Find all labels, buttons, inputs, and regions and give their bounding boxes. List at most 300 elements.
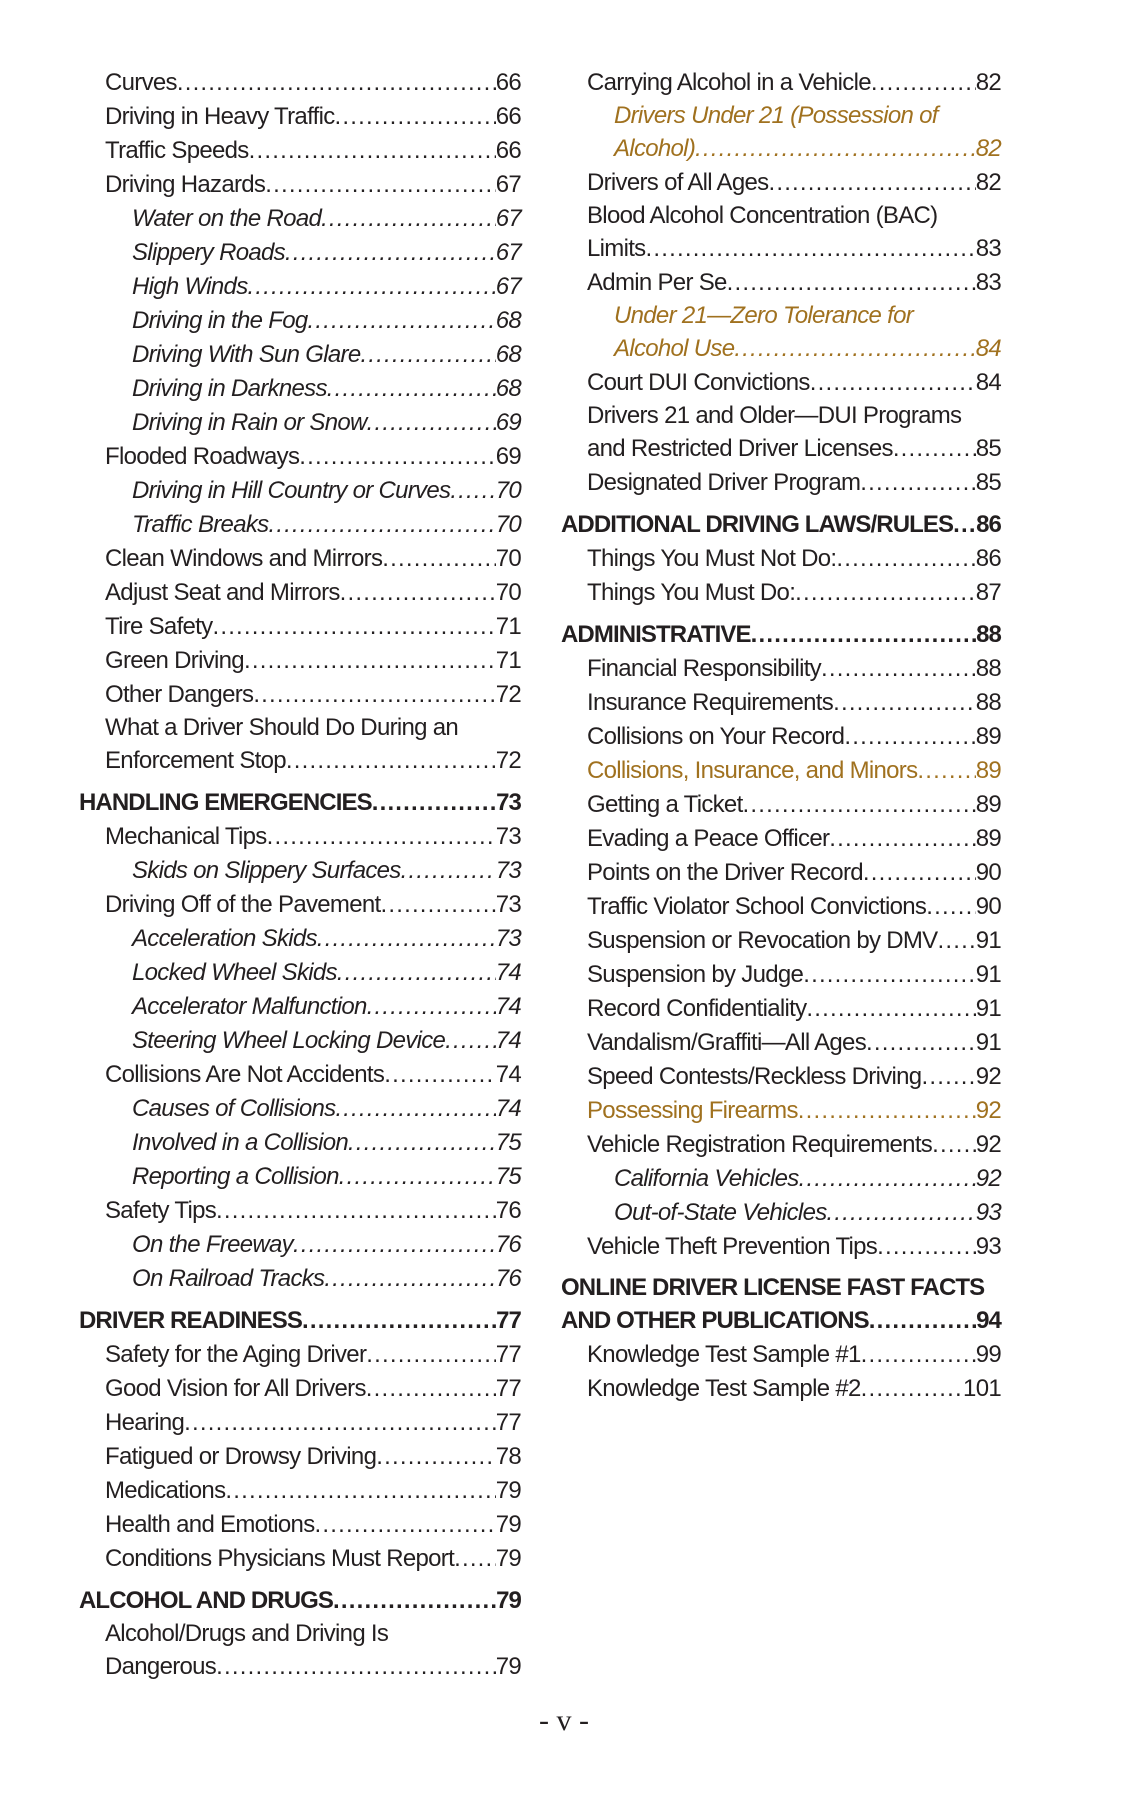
toc-entry[interactable]	[561, 890, 1001, 924]
toc-subentry[interactable]	[79, 304, 521, 338]
page-number-ref: 88	[975, 689, 1001, 716]
page-number-ref: 84	[975, 335, 1001, 362]
toc-entry-first-line[interactable]: Alcohol/Drugs and Driving Is	[105, 1620, 389, 1647]
dot-leader	[727, 266, 976, 300]
toc-entry[interactable]	[561, 1230, 1001, 1264]
entry-title: Mechanical Tips	[105, 823, 267, 850]
toc-entry[interactable]	[79, 168, 521, 202]
page-number-ref: 67	[495, 273, 521, 300]
dot-leader	[768, 166, 975, 200]
dot-leader	[376, 1440, 495, 1474]
entry-title: Evading a Peace Officer	[587, 825, 830, 852]
entry-title: Traffic Violator School Convictions	[587, 893, 927, 920]
dot-leader	[317, 922, 496, 956]
toc-heading[interactable]	[79, 1304, 521, 1338]
dot-leader	[360, 338, 495, 372]
toc-subentry[interactable]	[79, 508, 521, 542]
dot-leader	[821, 652, 976, 686]
page-number-ref: 70	[495, 579, 521, 606]
page-number-ref: 77	[495, 1341, 521, 1368]
dot-leader	[827, 1196, 976, 1230]
toc-subentry[interactable]	[79, 854, 521, 888]
toc-entry-first-line[interactable]: Blood Alcohol Concentration (BAC)	[587, 202, 938, 229]
entry-title: and Restricted Driver Licenses	[587, 435, 893, 462]
toc-entry[interactable]	[561, 576, 1001, 610]
dot-leader	[380, 888, 495, 922]
toc-subentry[interactable]	[79, 270, 521, 304]
toc-subentry[interactable]	[79, 338, 521, 372]
toc-entry[interactable]	[79, 576, 521, 610]
toc-subentry[interactable]	[561, 132, 1001, 166]
page-number-ref: 92	[975, 1131, 1001, 1158]
dot-leader	[340, 576, 496, 610]
dot-leader	[445, 1024, 495, 1058]
toc-entry[interactable]	[79, 440, 521, 474]
entry-title: Points on the Driver Record	[587, 859, 863, 886]
page-number-ref: 85	[975, 435, 1001, 462]
dot-leader	[401, 854, 496, 888]
entry-title: Drivers of All Ages	[587, 169, 769, 196]
dot-leader	[450, 474, 495, 508]
dot-leader	[315, 1508, 496, 1542]
page-number-ref: 76	[495, 1265, 521, 1292]
page-number-ref: 77	[495, 1409, 521, 1436]
page-number-ref: 73	[496, 789, 521, 816]
dot-leader	[384, 1058, 495, 1092]
entry-title: Health and Emotions	[105, 1511, 315, 1538]
dot-leader	[286, 744, 496, 778]
dot-leader	[795, 576, 976, 610]
toc-entry[interactable]	[561, 366, 1001, 400]
entry-title: Steering Wheel Locking Device	[132, 1027, 446, 1054]
page-number-ref: 78	[495, 1443, 521, 1470]
page-number-ref: 92	[975, 1063, 1001, 1090]
page-number-ref: 69	[495, 409, 521, 436]
page-number-ref: 75	[495, 1129, 521, 1156]
page-number-ref: 89	[975, 791, 1001, 818]
entry-title: Driving Off of the Pavement	[105, 891, 381, 918]
dot-leader	[367, 406, 496, 440]
dot-leader	[454, 1542, 496, 1576]
page-number-ref: 91	[975, 1029, 1001, 1056]
entry-title: Safety for the Aging Driver	[105, 1341, 367, 1368]
page-number-ref: 89	[975, 757, 1001, 784]
dot-leader	[308, 304, 496, 338]
dot-leader	[335, 100, 496, 134]
toc-entry[interactable]	[561, 1338, 1001, 1372]
page-number-ref: 88	[976, 621, 1001, 648]
toc-entry[interactable]	[79, 744, 521, 778]
dot-leader	[327, 372, 496, 406]
dot-leader	[244, 644, 496, 678]
page-number-ref: 90	[975, 893, 1001, 920]
toc-heading[interactable]	[79, 786, 521, 820]
entry-title: Other Dangers	[105, 681, 254, 708]
entry-title: Speed Contests/Reckless Driving	[587, 1063, 922, 1090]
page-number-ref: 68	[495, 307, 521, 334]
dot-leader	[799, 1162, 976, 1196]
toc-entry[interactable]	[561, 542, 1001, 576]
dot-leader	[861, 1338, 976, 1372]
toc-left-column	[79, 66, 521, 1684]
dot-leader	[734, 332, 975, 366]
toc-entry[interactable]	[79, 820, 521, 854]
entry-title: Admin Per Se	[587, 269, 727, 296]
toc-entry[interactable]	[561, 266, 1001, 300]
dot-leader	[337, 956, 496, 990]
dot-leader	[216, 1650, 496, 1684]
entry-title: Curves	[105, 69, 177, 96]
dot-leader	[926, 890, 975, 924]
entry-title: AND OTHER PUBLICATIONS	[561, 1307, 869, 1334]
dot-leader	[348, 1126, 496, 1160]
toc-subentry[interactable]	[79, 1262, 521, 1296]
entry-title: Accelerator Malfunction	[132, 993, 367, 1020]
page-number-ref: 71	[495, 647, 521, 674]
entry-title: Skids on Slippery Surfaces	[132, 857, 401, 884]
entry-title: Vehicle Theft Prevention Tips	[587, 1233, 878, 1260]
toc-entry[interactable]	[561, 166, 1001, 200]
dot-leader	[953, 508, 976, 542]
dot-leader	[225, 1474, 495, 1508]
entry-title: Causes of Collisions	[132, 1095, 336, 1122]
page-number-ref: 70	[495, 511, 521, 538]
entry-title: Locked Wheel Skids	[132, 959, 337, 986]
entry-title: California Vehicles	[614, 1165, 799, 1192]
page-number-ref: 82	[975, 169, 1001, 196]
page-number-ref: 74	[495, 993, 521, 1020]
toc-subentry[interactable]	[79, 406, 521, 440]
entry-title: On the Freeway	[132, 1231, 293, 1258]
toc-entry[interactable]	[561, 822, 1001, 856]
entry-title: Clean Windows and Mirrors	[105, 545, 383, 572]
toc-entry[interactable]	[79, 1440, 521, 1474]
page-number-ref: 82	[975, 69, 1001, 96]
toc-entry[interactable]	[79, 1474, 521, 1508]
dot-leader	[253, 678, 495, 712]
entry-title: Suspension by Judge	[587, 961, 804, 988]
toc-entry[interactable]	[561, 1094, 1001, 1128]
entry-title: Driving Hazards	[105, 171, 266, 198]
entry-title: Green Driving	[105, 647, 244, 674]
toc-subentry[interactable]	[79, 1228, 521, 1262]
page-number-ref: 67	[495, 171, 521, 198]
entry-title: Court DUI Convictions	[587, 369, 810, 396]
page-number-ref: 83	[975, 235, 1001, 262]
entry-title: Adjust Seat and Mirrors	[105, 579, 340, 606]
page-number-ref: 66	[495, 103, 521, 130]
toc-entry[interactable]	[561, 1026, 1001, 1060]
entry-title: Limits	[587, 235, 646, 262]
dot-leader	[695, 132, 976, 166]
entry-title: Fatigued or Drowsy Driving	[105, 1443, 377, 1470]
entry-title: Hearing	[105, 1409, 185, 1436]
page-number-ref: 68	[495, 375, 521, 402]
toc-entry[interactable]	[79, 1194, 521, 1228]
page-number-ref: 68	[495, 341, 521, 368]
page-number-ref: 70	[495, 477, 521, 504]
page-number-ref: 82	[975, 135, 1001, 162]
entry-title: Flooded Roadways	[105, 443, 300, 470]
toc-subentry[interactable]	[79, 202, 521, 236]
dot-leader	[321, 202, 496, 236]
page-number-ref: 75	[495, 1163, 521, 1190]
page-number-ref: 73	[495, 925, 521, 952]
page-number-ref: 89	[975, 825, 1001, 852]
entry-title: Traffic Breaks	[132, 511, 269, 538]
entry-title: Alcohol Use	[614, 335, 735, 362]
toc-entry[interactable]	[561, 432, 1001, 466]
toc-entry[interactable]	[561, 856, 1001, 890]
page-number-ref: 76	[495, 1197, 521, 1224]
toc-entry[interactable]	[79, 678, 521, 712]
dot-leader	[798, 1094, 976, 1128]
entry-title: Slippery Roads	[132, 239, 285, 266]
dot-leader	[806, 992, 975, 1026]
entry-title: Vandalism/Graffiti—All Ages	[587, 1029, 867, 1056]
dot-leader	[382, 542, 495, 576]
toc-subentry[interactable]	[79, 1024, 521, 1058]
page-number: - v -	[539, 1704, 589, 1737]
dot-leader	[893, 432, 976, 466]
page-number-ref: 99	[975, 1341, 1001, 1368]
dot-leader	[372, 786, 496, 820]
toc-entry[interactable]	[79, 610, 521, 644]
toc-right-column	[561, 66, 1001, 1406]
dot-leader	[299, 440, 495, 474]
toc-entry-first-line[interactable]: Drivers 21 and Older—DUI Programs	[587, 402, 962, 429]
page-number-ref: 72	[495, 747, 521, 774]
page-number-ref: 72	[495, 681, 521, 708]
dot-leader	[844, 720, 975, 754]
dot-leader	[248, 270, 496, 304]
page-number-ref: 90	[975, 859, 1001, 886]
entry-title: Carrying Alcohol in a Vehicle	[587, 69, 871, 96]
toc-entry[interactable]	[79, 542, 521, 576]
toc-subentry[interactable]	[561, 1162, 1001, 1196]
page-number-ref: 94	[976, 1307, 1001, 1334]
toc-subentry[interactable]	[79, 1160, 521, 1194]
toc-subentry[interactable]	[79, 236, 521, 270]
page-number-ref: 77	[495, 1375, 521, 1402]
entry-title: Insurance Requirements	[587, 689, 834, 716]
toc-subentry[interactable]	[79, 990, 521, 1024]
toc-entry[interactable]	[561, 754, 1001, 788]
toc-entry[interactable]	[561, 66, 1001, 100]
page-number-ref: 79	[495, 1653, 521, 1680]
toc-entry[interactable]	[79, 1542, 521, 1576]
toc-entry[interactable]	[79, 1338, 521, 1372]
dot-leader	[863, 856, 976, 890]
page-number-ref: 101	[963, 1375, 1001, 1402]
entry-title: High Winds	[132, 273, 248, 300]
dot-leader	[335, 1092, 495, 1126]
toc-subentry-first-line[interactable]: Under 21—Zero Tolerance for	[614, 302, 914, 329]
page-number-ref: 86	[975, 545, 1001, 572]
page-number-ref: 91	[975, 961, 1001, 988]
entry-title: Driving in Rain or Snow	[132, 409, 367, 436]
entry-title: Collisions on Your Record	[587, 723, 845, 750]
page-number-ref: 74	[495, 1061, 521, 1088]
page-number-ref: 79	[495, 1511, 521, 1538]
toc-entry[interactable]	[561, 1060, 1001, 1094]
dot-leader	[743, 788, 976, 822]
entry-title: Driving in Heavy Traffic	[105, 103, 335, 130]
dot-leader	[285, 236, 496, 270]
dot-leader	[293, 1228, 496, 1262]
entry-title: Reporting a Collision	[132, 1163, 339, 1190]
page-number-ref: 77	[496, 1307, 521, 1334]
dot-leader	[866, 1026, 976, 1060]
page-number-ref: 92	[975, 1097, 1001, 1124]
toc-entry[interactable]	[561, 232, 1001, 266]
entry-title: Out-of-State Vehicles	[614, 1199, 827, 1226]
page-number-ref: 67	[495, 239, 521, 266]
dot-leader	[938, 924, 976, 958]
toc-heading[interactable]	[79, 1584, 521, 1618]
dot-leader	[367, 990, 496, 1024]
entry-title: Suspension or Revocation by DMV	[587, 927, 938, 954]
toc-entry[interactable]	[79, 1508, 521, 1542]
dot-leader	[836, 542, 975, 576]
toc-entry[interactable]	[561, 1372, 1001, 1406]
entry-title: Driving With Sun Glare	[132, 341, 361, 368]
page-number-ref: 73	[495, 823, 521, 850]
dot-leader	[216, 1194, 496, 1228]
toc-subentry[interactable]	[79, 474, 521, 508]
entry-title: Collisions, Insurance, and Minors	[587, 757, 918, 784]
entry-title: Traffic Speeds	[105, 137, 249, 164]
toc-entry[interactable]	[561, 788, 1001, 822]
toc-subentry-first-line[interactable]: Drivers Under 21 (Possession of	[614, 102, 938, 129]
dot-leader	[803, 958, 976, 992]
dot-leader	[366, 1338, 495, 1372]
toc-heading-first-line[interactable]: ONLINE DRIVER LICENSE FAST FACTS	[561, 1274, 985, 1301]
toc-entry[interactable]	[79, 1372, 521, 1406]
entry-title: ADDITIONAL DRIVING LAWS/RULES	[561, 511, 954, 538]
dot-leader	[932, 1128, 976, 1162]
dot-leader	[810, 366, 976, 400]
dot-leader	[917, 754, 975, 788]
toc-subentry[interactable]	[561, 1196, 1001, 1230]
entry-title: Acceleration Skids	[132, 925, 317, 952]
dot-leader	[921, 1060, 975, 1094]
toc-entry[interactable]	[561, 924, 1001, 958]
dot-leader	[871, 66, 976, 100]
entry-title: Driving in Darkness	[132, 375, 327, 402]
dot-leader	[267, 820, 496, 854]
toc-entry[interactable]	[79, 888, 521, 922]
toc-heading[interactable]	[561, 1304, 1001, 1338]
dot-leader	[339, 1160, 496, 1194]
entry-title: Good Vision for All Drivers	[105, 1375, 366, 1402]
page-number-ref: 70	[495, 545, 521, 572]
entry-title: Driving in the Fog	[132, 307, 308, 334]
entry-title: HANDLING EMERGENCIES	[79, 789, 372, 816]
toc-entry[interactable]	[561, 720, 1001, 754]
page-number-ref: 79	[495, 1545, 521, 1572]
dot-leader	[184, 1406, 496, 1440]
toc-subentry[interactable]	[79, 1092, 521, 1126]
entry-title: DRIVER READINESS	[79, 1307, 302, 1334]
page-number-ref: 73	[495, 857, 521, 884]
toc-entry[interactable]	[561, 466, 1001, 500]
entry-title: Vehicle Registration Requirements	[587, 1131, 933, 1158]
entry-title: Alcohol)	[614, 135, 696, 162]
toc-subentry[interactable]	[561, 332, 1001, 366]
entry-title: Things You Must Do:	[587, 579, 796, 606]
toc-heading[interactable]	[561, 508, 1001, 542]
toc-entry[interactable]	[79, 1406, 521, 1440]
dot-leader	[265, 168, 495, 202]
toc-entry-first-line[interactable]: What a Driver Should Do During an	[105, 714, 459, 741]
toc-subentry[interactable]	[79, 372, 521, 406]
dot-leader	[212, 610, 495, 644]
entry-title: Possessing Firearms	[587, 1097, 798, 1124]
toc-entry[interactable]	[79, 100, 521, 134]
page-number-ref: 76	[495, 1231, 521, 1258]
toc-entry[interactable]	[561, 958, 1001, 992]
entry-title: Financial Responsibility	[587, 655, 821, 682]
page-number-ref: 87	[975, 579, 1001, 606]
page-number-ref: 93	[975, 1199, 1001, 1226]
entry-title: Things You Must Not Do:	[587, 545, 837, 572]
toc-subentry[interactable]	[79, 1126, 521, 1160]
dot-leader	[302, 1304, 496, 1338]
entry-title: Enforcement Stop	[105, 747, 286, 774]
page-number-ref: 73	[495, 891, 521, 918]
toc-entry[interactable]	[561, 992, 1001, 1026]
page-number-ref: 86	[976, 511, 1001, 538]
page-number-ref: 74	[495, 1095, 521, 1122]
toc-entry[interactable]	[561, 686, 1001, 720]
entry-title: Knowledge Test Sample #2	[587, 1375, 861, 1402]
dot-leader	[877, 1230, 976, 1264]
entry-title: Conditions Physicians Must Report	[105, 1545, 455, 1572]
page-number-ref: 84	[975, 369, 1001, 396]
toc-subentry[interactable]	[79, 922, 521, 956]
page-number-ref: 71	[495, 613, 521, 640]
dot-leader	[333, 1584, 496, 1618]
entry-title: Involved in a Collision	[132, 1129, 349, 1156]
toc-entry[interactable]	[79, 1650, 521, 1684]
toc-entry[interactable]	[79, 1058, 521, 1092]
toc-entry[interactable]	[561, 1128, 1001, 1162]
page-number-ref: 85	[975, 469, 1001, 496]
page-number-ref: 91	[975, 995, 1001, 1022]
dot-leader	[869, 1304, 976, 1338]
entry-title: Water on the Road	[132, 205, 322, 232]
entry-title: Dangerous	[105, 1653, 217, 1680]
dot-leader	[366, 1372, 496, 1406]
toc-entry[interactable]	[79, 644, 521, 678]
entry-title: Designated Driver Program	[587, 469, 861, 496]
entry-title: ADMINISTRATIVE	[561, 621, 751, 648]
entry-title: Collisions Are Not Accidents	[105, 1061, 385, 1088]
dot-leader	[268, 508, 495, 542]
page-number-ref: 74	[495, 959, 521, 986]
page-number-ref: 67	[495, 205, 521, 232]
page-number-ref: 79	[495, 1477, 521, 1504]
toc-entry[interactable]	[79, 66, 521, 100]
entry-title: Medications	[105, 1477, 226, 1504]
dot-leader	[324, 1262, 495, 1296]
page-number-ref: 79	[496, 1587, 521, 1614]
toc-entry[interactable]	[79, 134, 521, 168]
toc-entry[interactable]	[561, 652, 1001, 686]
toc-heading[interactable]	[561, 618, 1001, 652]
toc-subentry[interactable]	[79, 956, 521, 990]
